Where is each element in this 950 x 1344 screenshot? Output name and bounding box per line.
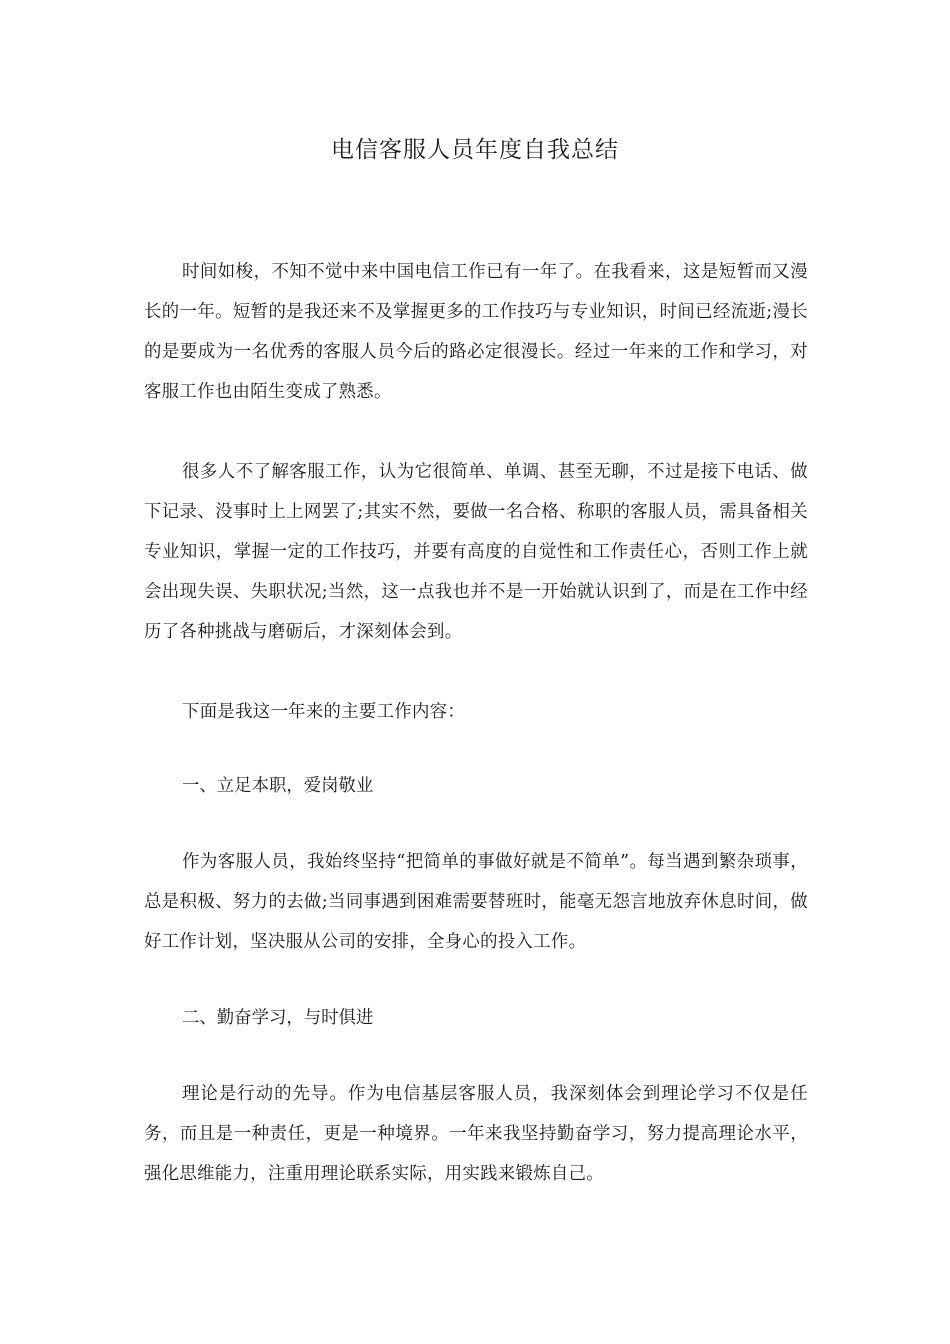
paragraph-section-2: 理论是行动的先导。作为电信基层客服人员，我深刻体会到理论学习不仅是任务，而且是一种责任，更是一种境界。一年来我坚持勤奋学习，努力提高理论水平，强化思维能力，注重用理论联系实际，用实践来锻炼自己。 — [144, 1084, 808, 1184]
document-title: 电信客服人员年度自我总结 — [331, 137, 619, 163]
section-heading-1: 一、立足本职，爱岗敬业 — [182, 776, 374, 796]
paragraph-understanding: 很多人不了解客服工作，认为它很简单、单调、甚至无聊，不过是接下电话、做下记录、没事时上上网罢了;其实不然，要做一名合格、称职的客服人员，需具备相关专业知识，掌握一定的工作技巧，并要有高度的自觉性和工作责任心，否则工作上就会出现失误、失职状况;当然，这一点我也并不是一开始就认识到了，而是在工作中经历了各种挑战与磨砺后，才深刻体会到。 — [144, 462, 808, 642]
paragraph-intro: 时间如梭，不知不觉中来中国电信工作已有一年了。在我看来，这是短暂而又漫长的一年。短暂的是我还来不及掌握更多的工作技巧与专业知识，时间已经流逝;漫长的是要成为一名优秀的客服人员今后的路必定很漫长。经过一年来的工作和学习，对客服工作也由陌生变成了熟悉。 — [144, 262, 808, 402]
section-heading-2: 二、勤奋学习，与时俱进 — [182, 1008, 374, 1028]
paragraph-work-content-lead: 下面是我这一年来的主要工作内容： — [182, 702, 466, 722]
paragraph-section-1: 作为客服人员，我始终坚持“把简单的事做好就是不简单”。每当遇到繁杂琐事，总是积极、努力的去做;当同事遇到困难需要替班时，能毫无怨言地放弃休息时间，做好工作计划，坚决服从公司的安排，全身心的投入工作。 — [144, 852, 808, 952]
